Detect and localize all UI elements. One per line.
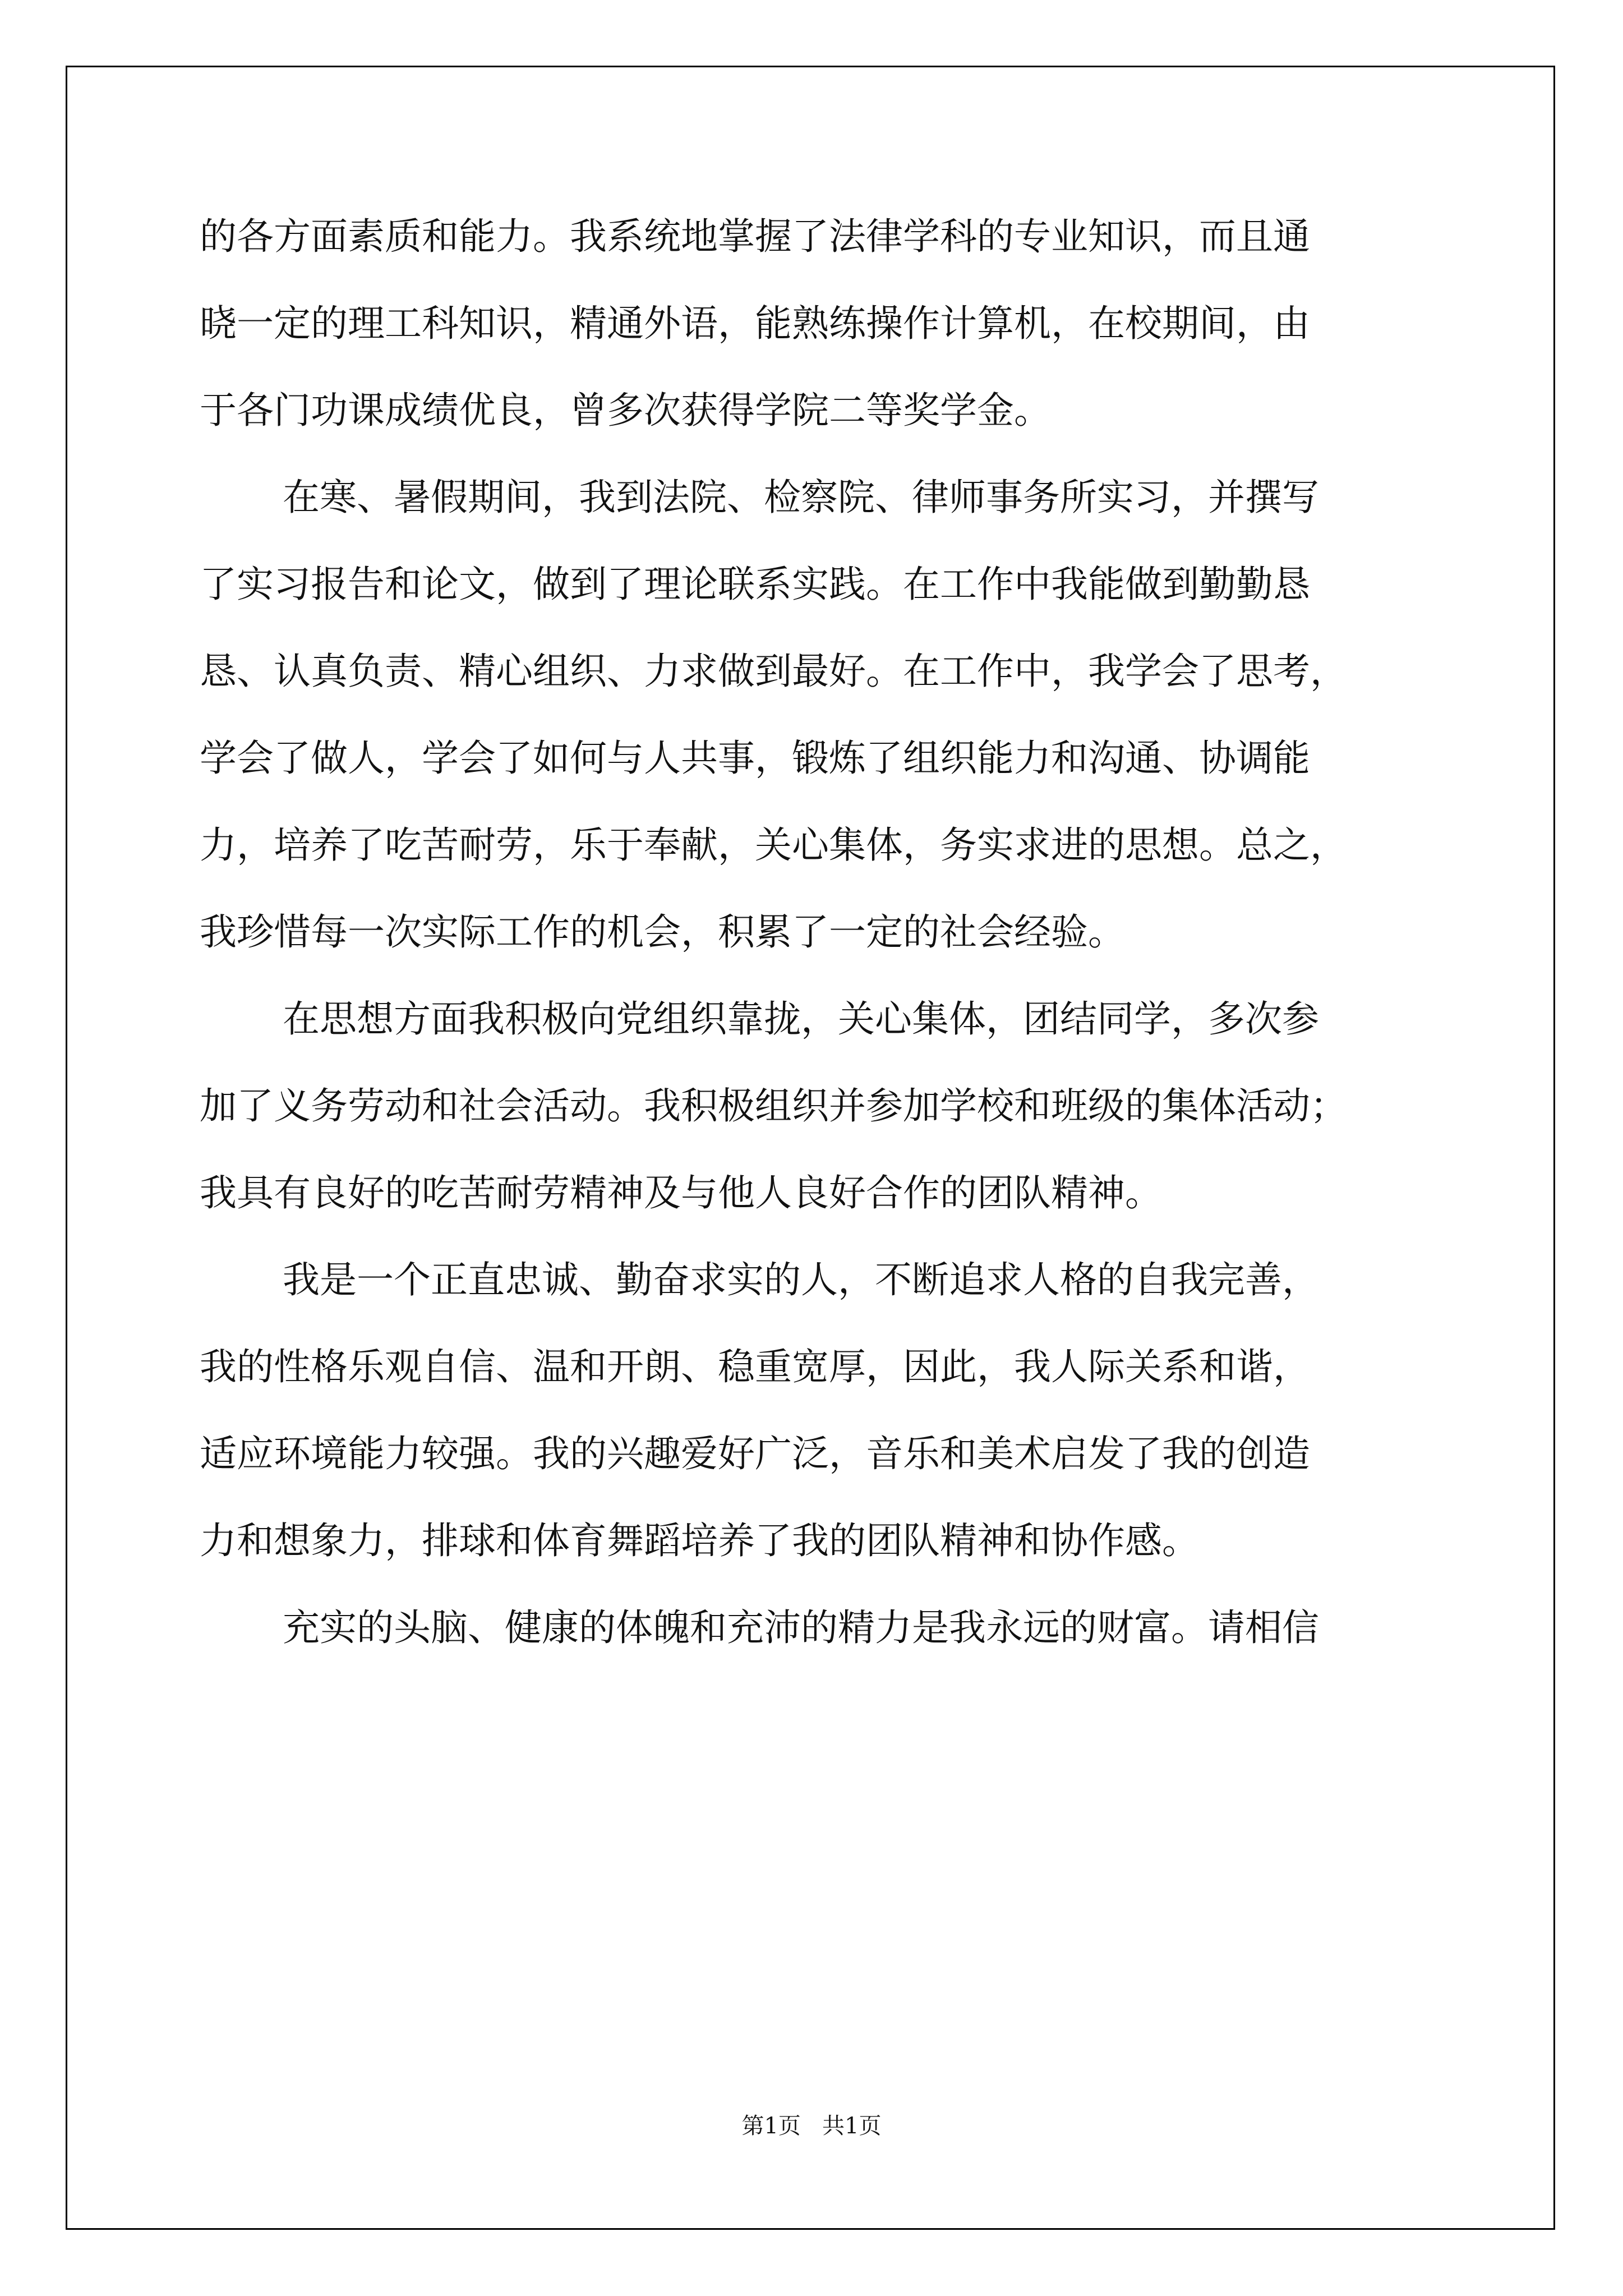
text-line: 的各方面素质和能力。我系统地掌握了法律学科的专业知识，而且通 xyxy=(200,215,1310,258)
text-line: 力和想象力，排球和体育舞蹈培养了我的团队精神和协作感。 xyxy=(200,1519,1199,1562)
text-line: 我珍惜每一次实际工作的机会，积累了一定的社会经验。 xyxy=(200,910,1125,954)
document-body xyxy=(200,215,1433,1699)
paragraph-start-line: 在寒、暑假期间，我到法院、检察院、律师事务所实习，并撰写 xyxy=(283,476,1319,519)
text-line: 了实习报告和论文，做到了理论联系实践。在工作中我能做到勤勤恳 xyxy=(200,563,1310,606)
text-line: 加了义务劳动和社会活动。我积极组织并参加学校和班级的集体活动； xyxy=(200,1084,1347,1128)
text-line: 我具有良好的吃苦耐劳精神及与他人良好合作的团队精神。 xyxy=(200,1171,1162,1214)
text-line: 于各门功课成绩优良，曾多次获得学院二等奖学金。 xyxy=(200,389,1051,432)
text-line: 我的性格乐观自信、温和开朗、稳重宽厚，因此，我人际关系和谐， xyxy=(200,1345,1310,1388)
text-line: 晓一定的理工科知识，精通外语，能熟练操作计算机，在校期间，由 xyxy=(200,302,1310,345)
text-line: 恳、认真负责、精心组织、力求做到最好。在工作中，我学会了思考， xyxy=(200,650,1347,693)
paragraph-start-line: 充实的头脑、健康的体魄和充沛的精力是我永远的财富。请相信 xyxy=(283,1606,1319,1649)
text-line: 学会了做人，学会了如何与人共事，锻炼了组织能力和沟通、协调能 xyxy=(200,737,1310,780)
paragraph-start-line: 在思想方面我积极向党组织靠拢，关心集体，团结同学，多次参 xyxy=(283,997,1319,1041)
text-line: 力，培养了吃苦耐劳，乐于奉献，关心集体，务实求进的思想。总之， xyxy=(200,823,1347,867)
paragraph-start-line: 我是一个正直忠诚、勤奋求实的人，不断追求人格的自我完善， xyxy=(283,1258,1319,1301)
text-line: 适应环境能力较强。我的兴趣爱好广泛，音乐和美术启发了我的创造 xyxy=(200,1432,1310,1475)
page-number-footer: 第1页 共1页 xyxy=(741,2113,882,2139)
